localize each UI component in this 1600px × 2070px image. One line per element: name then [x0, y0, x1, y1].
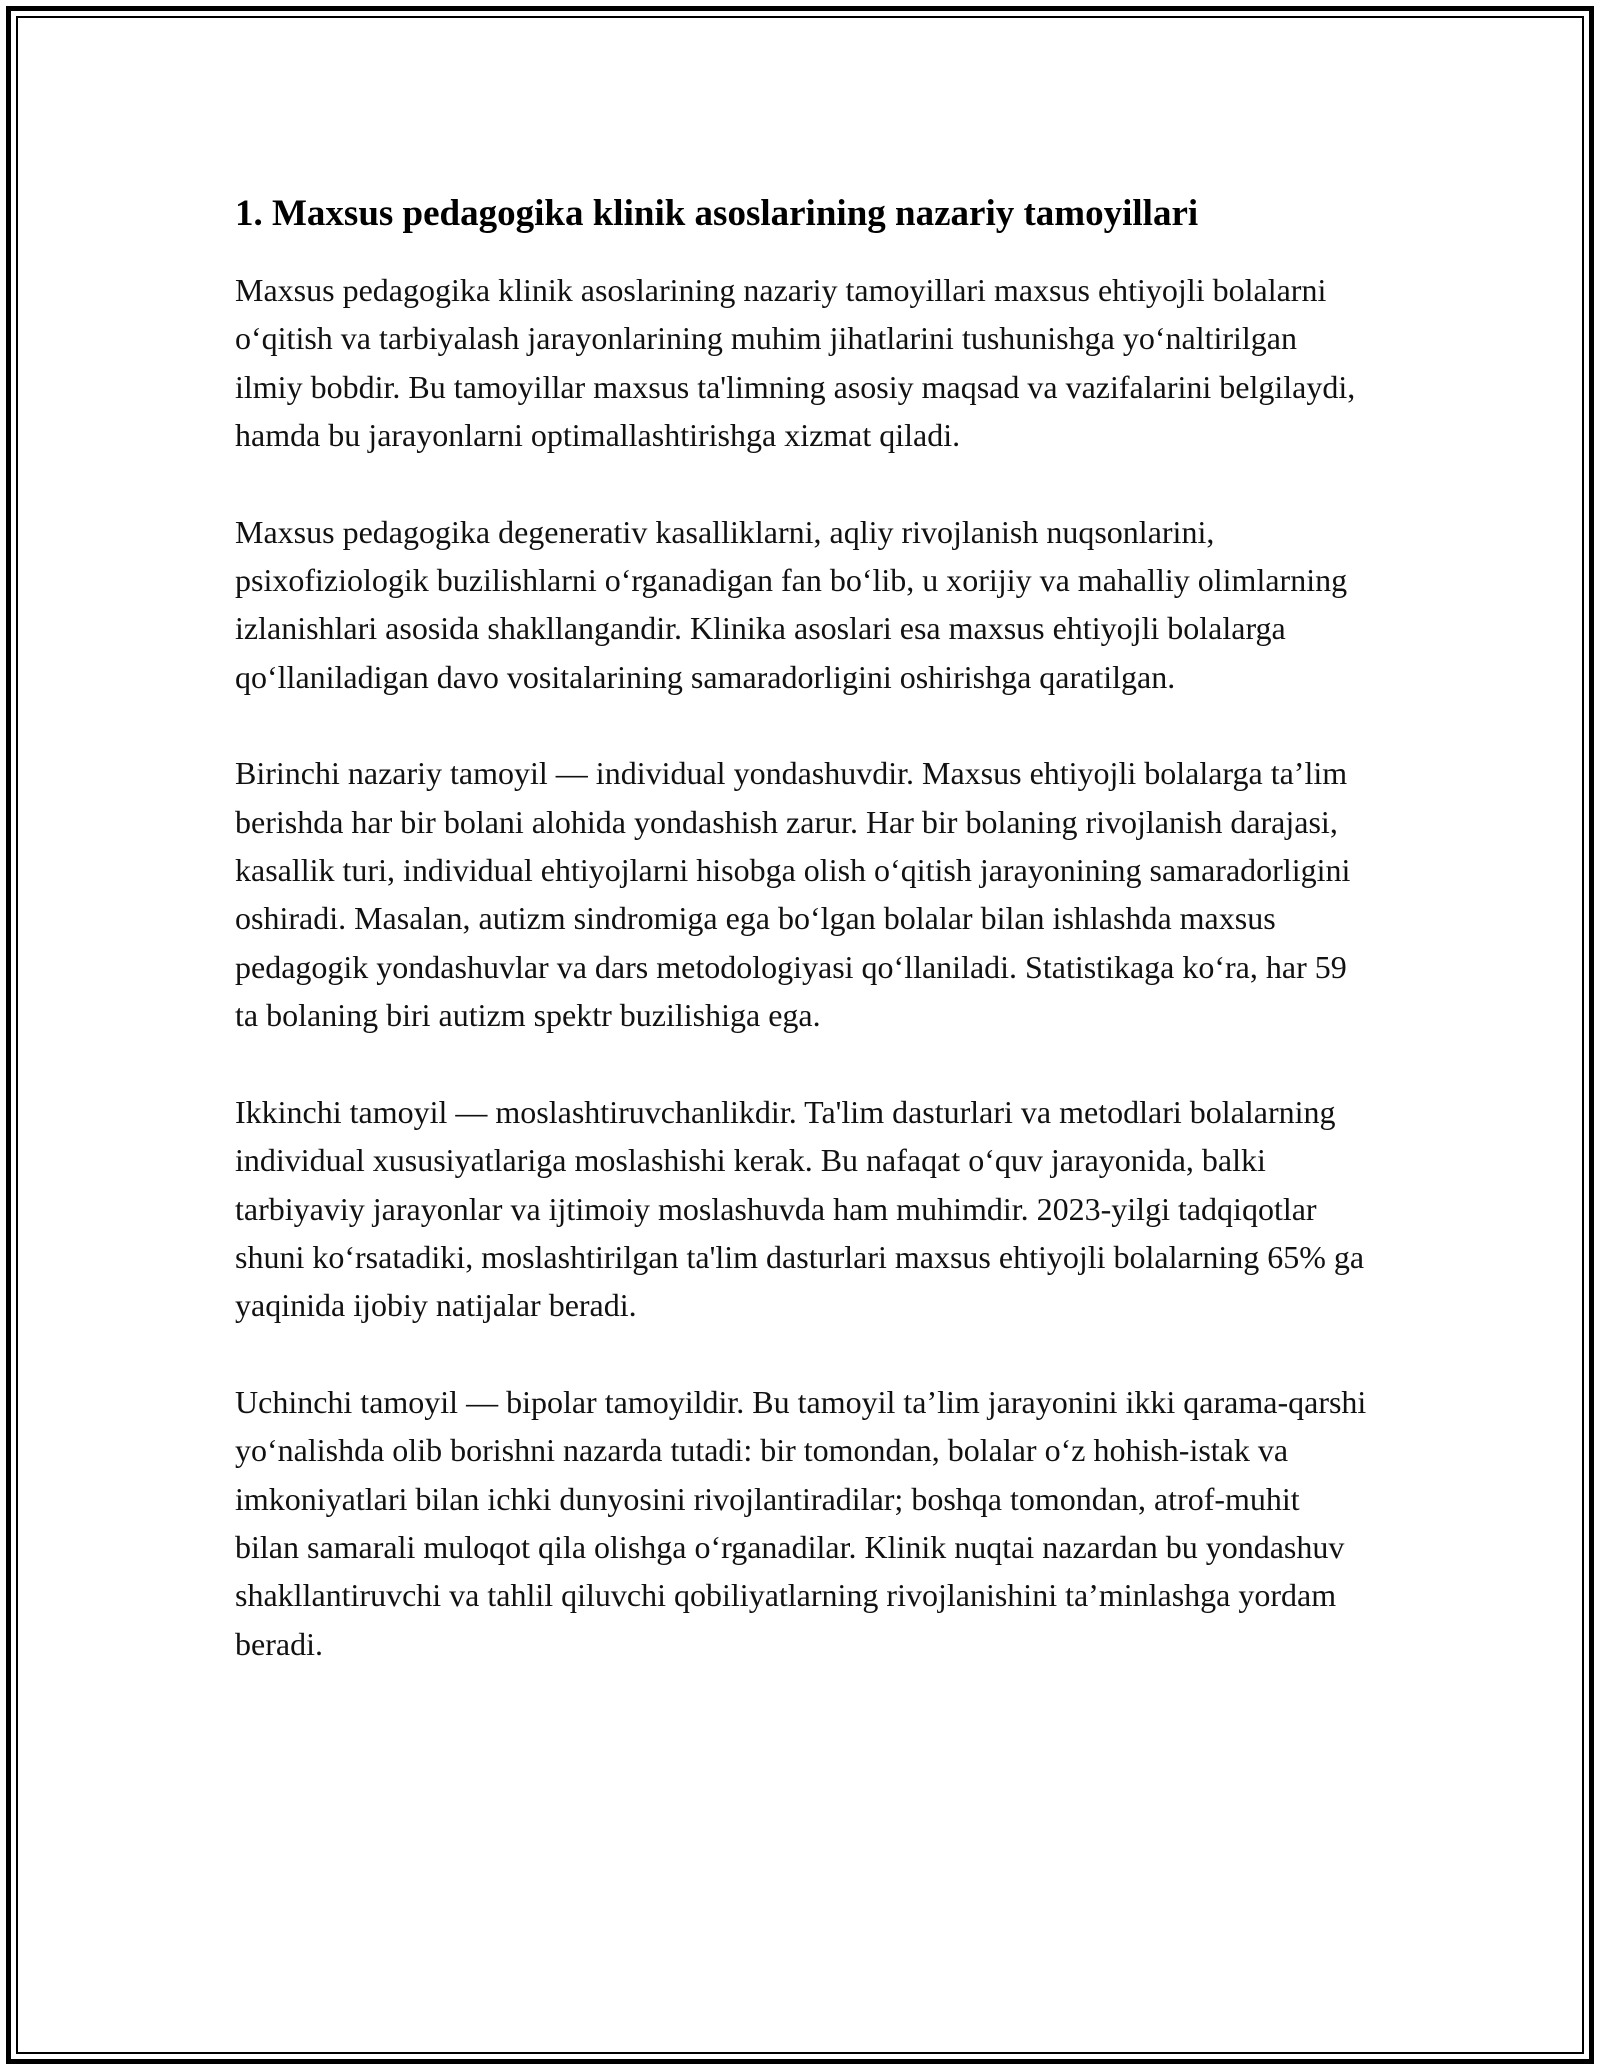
- paragraph-second-principle: Ikkinchi tamoyil — moslashtiruvchanlikdir. Ta'lim dasturlari va metodlari bolalarning individual xususiyatlariga moslashishi kerak. Bu nafaqat o‘quv jarayonida, balki tarbiyaviy jarayonlar va ijtimoiy moslashuvda ham muhimdir. 2023-yilgi tadqiqotlar shuni ko‘rsatadiki, moslashtirilgan ta'lim dasturlari maxsus ehtiyojli bolalarning 65% ga yaqinida ijobiy natijalar beradi.: [235, 1093, 1365, 1324]
- paragraph-clinical-basis: Maxsus pedagogika degenerativ kasalliklarni, aqliy rivojlanish nuqsonlarini, psixofiziologik buzilishlarni o‘rganadigan fan bo‘lib, u xorijiy va mahalliy olimlarning izlanishlari asosida shakllangandir. Klinika asoslari esa maxsus ehtiyojli bolalarga qo‘llaniladigan davo vositalarining samaradorligini oshirishga qaratilgan.: [235, 513, 1348, 695]
- document-body: [235, 184, 1370, 1716]
- paragraph-first-principle: Birinchi nazariy tamoyil — individual yondashuvdir. Maxsus ehtiyojli bolalarga ta’lim berishda har bir bolani alohida yondashish zarur. Har bir bolaning rivojlanish darajasi, kasallik turi, individual ehtiyojlarni hisobga olish o‘qitish jarayonining samaradorligini oshiradi. Masalan, autizm sindromiga ega bo‘lgan bolalar bilan ishlashda maxsus pedagogik yondashuvlar va dars metodologiyasi qo‘llaniladi. Statistikaga ko‘ra, har 59 ta bolaning biri autizm spektr buzilishiga ega.: [235, 755, 1351, 1034]
- section-heading: 1. Maxsus pedagogika klinik asoslarining nazariy tamoyillari: [235, 193, 1199, 234]
- paragraph-intro: Maxsus pedagogika klinik asoslarining nazariy tamoyillari maxsus ehtiyojli bolalarni o‘qitish va tarbiyalash jarayonlarining muhim jihatlarini tushunishga yo‘naltirilgan ilmiy bobdir. Bu tamoyillar maxsus ta'limning asosiy maqsad va vazifalarini belgilaydi, hamda bu jarayonlarni optimallashtirishga xizmat qiladi.: [235, 272, 1356, 454]
- paragraph-third-principle: Uchinchi tamoyil — bipolar tamoyildir. Bu tamoyil ta’lim jarayonini ikki qarama-qarshi yo‘nalishda olib borishni nazarda tutadi: bir tomondan, bolalar o‘z hohish-istak va imkoniyatlari bilan ichki dunyosini rivojlantiradilar; boshqa tomondan, atrof-muhit bilan samarali muloqot qila olishga o‘rganadilar. Klinik nuqtai nazardan bu yondashuv shakllantiruvchi va tahlil qiluvchi qobiliyatlarning rivojlanishini ta’minlashga yordam beradi.: [235, 1383, 1367, 1662]
